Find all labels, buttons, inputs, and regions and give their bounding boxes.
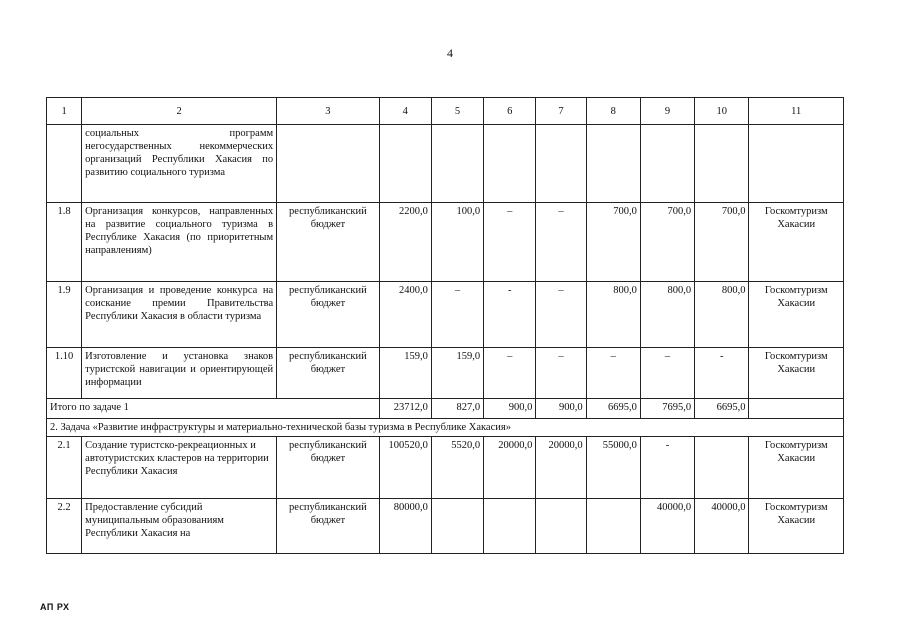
- cell-value: 700,0: [640, 203, 694, 282]
- total-value: 900,0: [536, 399, 586, 419]
- cell-value: 700,0: [586, 203, 640, 282]
- row-number: 1.10: [47, 348, 82, 399]
- cell-value: 700,0: [695, 203, 749, 282]
- row-source: республиканский бюджет: [277, 203, 380, 282]
- column-header: 10: [695, 98, 749, 125]
- cell-value: 100,0: [431, 203, 483, 282]
- cell-value: –: [484, 203, 536, 282]
- cell-value: -: [484, 282, 536, 348]
- cell-value: [536, 499, 586, 554]
- table-row: [47, 348, 844, 399]
- total-label: Итого по задаче 1: [47, 399, 380, 419]
- cell-value: –: [431, 282, 483, 348]
- row-executor: Госкомтуризм Хакасии: [749, 348, 844, 399]
- column-header: 8: [586, 98, 640, 125]
- row-executor: Госкомтуризм Хакасии: [749, 203, 844, 282]
- cell-value: –: [484, 348, 536, 399]
- row-description: Изготовление и установка знаков туристской навигации и ориентирующей информации: [82, 348, 277, 399]
- row-number: 2.2: [47, 499, 82, 554]
- column-header: 6: [484, 98, 536, 125]
- total-row: [47, 399, 844, 419]
- total-value: 6695,0: [695, 399, 749, 419]
- task-title: 2. Задача «Развитие инфраструктуры и материально-технической базы туризма в Республике Хакасия»: [47, 419, 844, 437]
- page-number: 4: [447, 46, 453, 60]
- cell-value: 100520,0: [379, 437, 431, 499]
- total-value: 827,0: [431, 399, 483, 419]
- total-value: 7695,0: [640, 399, 694, 419]
- row-description: Организация и проведение конкурса на соискание премии Правительства Республики Хакасия в области туризма: [82, 282, 277, 348]
- cell-value: [695, 437, 749, 499]
- cell-value: 5520,0: [431, 437, 483, 499]
- table-row: [47, 282, 844, 348]
- column-header: 3: [277, 98, 380, 125]
- table-row: [47, 437, 844, 499]
- cell-value: 800,0: [586, 282, 640, 348]
- cell-value: -: [640, 437, 694, 499]
- row-executor: Госкомтуризм Хакасии: [749, 499, 844, 554]
- row-number: 1.8: [47, 203, 82, 282]
- cell-value: 40000,0: [695, 499, 749, 554]
- column-header: 7: [536, 98, 586, 125]
- cell-value: 2400,0: [379, 282, 431, 348]
- cell-value: 159,0: [431, 348, 483, 399]
- cell-value: [431, 499, 483, 554]
- total-value: 900,0: [484, 399, 536, 419]
- column-header: 9: [640, 98, 694, 125]
- row-source: республиканский бюджет: [277, 348, 380, 399]
- cell-value: –: [536, 282, 586, 348]
- continuation-row: [47, 125, 844, 203]
- cell-value: 800,0: [640, 282, 694, 348]
- cell-value: 80000,0: [379, 499, 431, 554]
- row-number: 2.1: [47, 437, 82, 499]
- cell-value: –: [536, 203, 586, 282]
- row-source: республиканский бюджет: [277, 499, 380, 554]
- cell-value: 55000,0: [586, 437, 640, 499]
- row-source: республиканский бюджет: [277, 437, 380, 499]
- column-header: 5: [431, 98, 483, 125]
- column-header: 11: [749, 98, 844, 125]
- row-description: Предоставление субсидий муниципальным образованиям Республики Хакасия на: [82, 499, 277, 554]
- total-value: 6695,0: [586, 399, 640, 419]
- task-heading-row: [47, 419, 844, 437]
- cell-value: 159,0: [379, 348, 431, 399]
- cell-value: –: [586, 348, 640, 399]
- row-description: Создание туристско-рекреационных и автотуристских кластеров на территории Республики Хакасия: [82, 437, 277, 499]
- row-description: Организация конкурсов, направленных на развитие социального туризма в Республике Хакасия (по приоритетным направлениям): [82, 203, 277, 282]
- budget-table: [46, 97, 844, 554]
- cell-value: -: [695, 348, 749, 399]
- cell-value: 800,0: [695, 282, 749, 348]
- header-row: [47, 98, 844, 125]
- column-header: 1: [47, 98, 82, 125]
- cell-value: 2200,0: [379, 203, 431, 282]
- cell-value: [484, 499, 536, 554]
- continuation-text: социальных программ негосударственных некоммерческих организаций Республики Хакасия по развитию социального туризма: [82, 125, 277, 203]
- row-number: 1.9: [47, 282, 82, 348]
- total-value: 23712,0: [379, 399, 431, 419]
- footer-mark: АП РХ: [40, 602, 70, 612]
- cell-value: 20000,0: [484, 437, 536, 499]
- cell-value: [586, 499, 640, 554]
- table-row: [47, 499, 844, 554]
- column-header: 4: [379, 98, 431, 125]
- table-row: [47, 203, 844, 282]
- cell-value: 20000,0: [536, 437, 586, 499]
- row-source: республиканский бюджет: [277, 282, 380, 348]
- column-header: 2: [82, 98, 277, 125]
- cell-value: 40000,0: [640, 499, 694, 554]
- cell-value: –: [640, 348, 694, 399]
- cell-value: –: [536, 348, 586, 399]
- row-executor: Госкомтуризм Хакасии: [749, 437, 844, 499]
- row-executor: Госкомтуризм Хакасии: [749, 282, 844, 348]
